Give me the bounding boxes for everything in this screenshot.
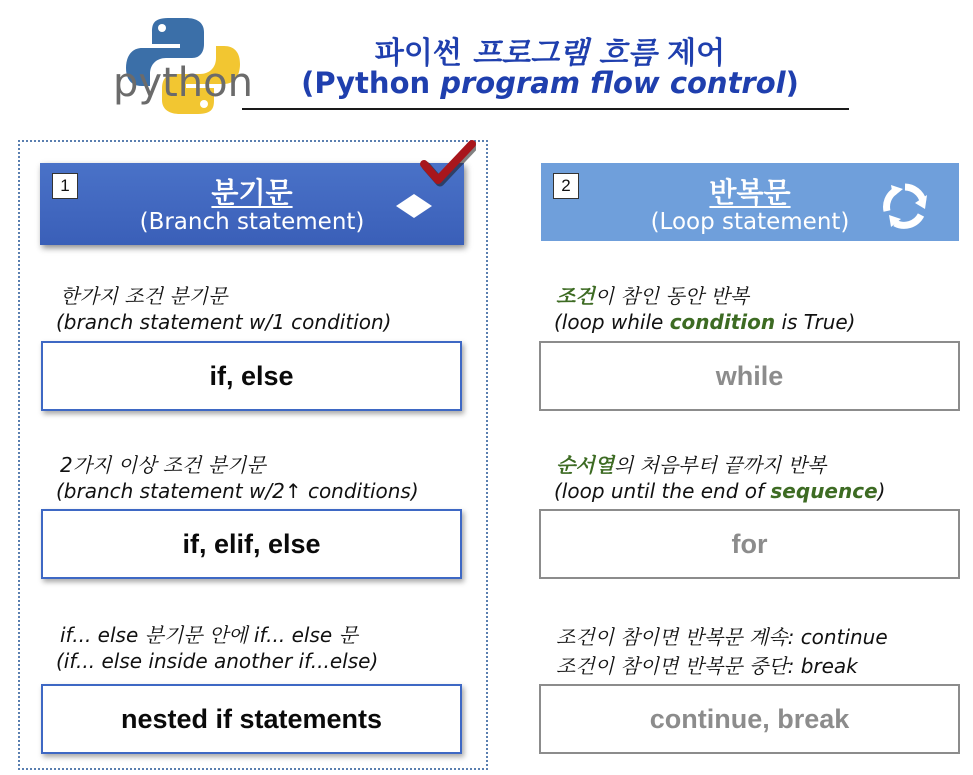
loop-desc-1-en-pre: (loop while [554,310,670,334]
branch-desc-1-ko: 한가지 조건 분기문 [60,284,228,308]
branch-desc-3-en: (if... else inside another if...else) [56,649,379,673]
branch-desc-2-ko: 2가지 이상 조건 분기문 [60,453,266,477]
title-ko-suffix: 제어 [667,36,726,71]
branch-desc-2-en: (branch statement w/2↑ conditions) [56,479,419,503]
loop-desc-2-ko [556,449,826,478]
highlight-sequence-en: sequence [770,479,878,503]
title-underline [242,108,849,110]
python-logo-text: python [113,60,253,106]
page-title-english [250,66,850,100]
python-logo [108,10,258,120]
loop-header [541,163,959,241]
title-en-suffix: ) [785,66,799,100]
keyword-while: while [539,341,960,411]
title-en-prefix: (Python [301,66,431,100]
loop-desc-1-ko-rest: 이 참인 동안 반복 [594,284,749,308]
loop-title-korean: 반복문 [709,176,791,209]
branch-title-korean: 분기문 [211,176,293,209]
loop-number-badge: 2 [553,173,579,199]
keyword-if-elif-else: if, elif, else [41,509,462,579]
keyword-nested-if: nested if statements [41,684,462,754]
highlight-condition-ko: 조건 [556,284,595,308]
branch-desc-1-en: (branch statement w/1 condition) [56,310,392,334]
title-en-italic: program flow control [440,66,786,100]
loop-desc-2-en [554,479,885,503]
loop-desc-2-en-pre: (loop until the end of [554,479,771,503]
loop-desc-1-ko [556,280,749,309]
loop-desc-3-line1: 조건이 참이면 반복문 계속: continue [556,625,888,649]
keyword-for: for [539,509,960,579]
loop-desc-2-en-post: ) [877,479,886,503]
branch-title-english: (Branch statement) [139,209,365,235]
keyword-continue-break: continue, break [539,684,960,754]
checkmark-icon [420,140,476,188]
title-ko-prefix: 파이썬 [374,36,462,71]
cycle-arrows-icon [881,183,929,229]
loop-desc-1-en-post: is True) [775,310,856,334]
loop-desc-2-ko-rest: 의 처음부터 끝까지 반복 [613,453,827,477]
branch-header [40,163,464,245]
title-ko-italic: 프로그램 흐름 [472,36,657,71]
keyword-if-else: if, else [41,341,462,411]
diamond-icon [395,193,433,219]
highlight-condition-en: condition [669,310,776,334]
loop-desc-3-line2: 조건이 참이면 반복문 중단: break [556,654,858,678]
highlight-sequence-ko: 순서열 [556,453,614,477]
branch-number-badge: 1 [52,173,78,199]
branch-desc-3-ko: if... else 분기문 안에 if... else 문 [60,623,358,647]
loop-desc-1-en [554,310,855,334]
loop-title-english: (Loop statement) [650,209,850,235]
